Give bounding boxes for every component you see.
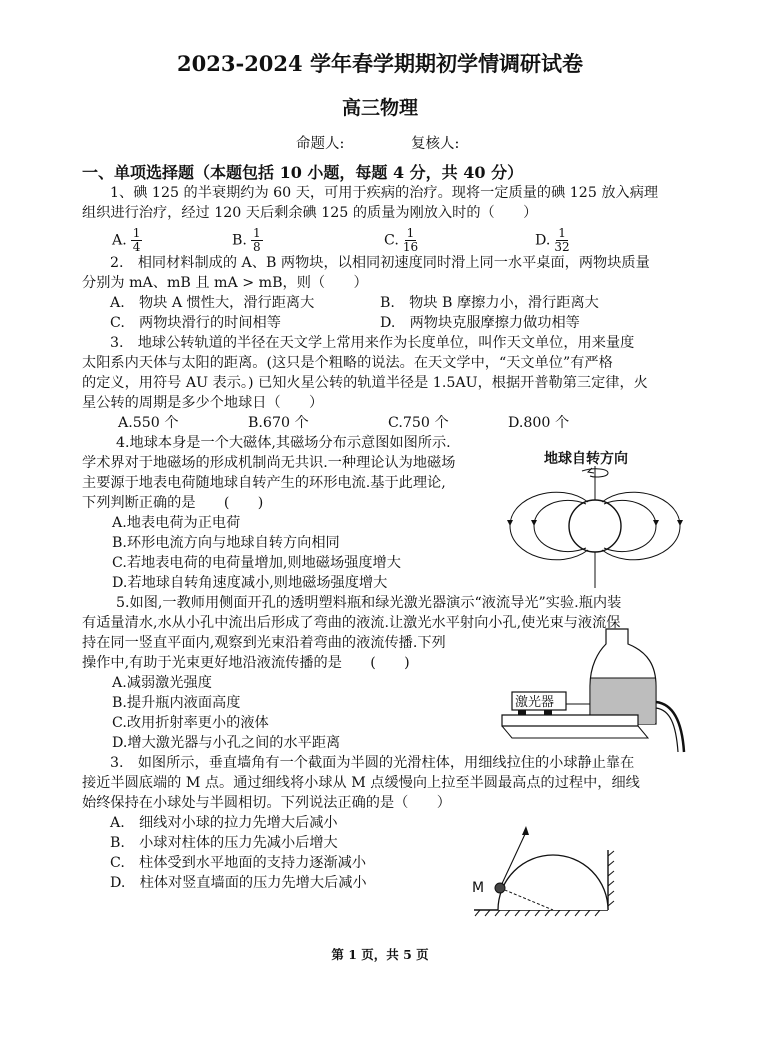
q1-option-c: C. $\frac{1}{16}$ <box>384 226 419 254</box>
q4-figure-label: 地球自转方向 <box>544 451 628 467</box>
q1-option-b: B. $\frac{1}{8}$ <box>232 226 261 254</box>
q2-option-d: D. 两物块克服摩擦力做功相等 <box>380 315 580 331</box>
q6-line1: 3. 如图所示，垂直墙角有一个截面为半圆的光滑柱体，用细线拉住的小球静止靠在 <box>110 755 635 771</box>
q6-line2: 接近半圆底端的 M 点。通过细线将小球从 M 点缓慢向上拉至半圆最高点的过程中，细线 <box>82 775 640 791</box>
q2-option-a: A. 物块 A 惯性大，滑行距离大 <box>110 295 315 311</box>
q6-figure-label: M <box>472 880 485 896</box>
q4-line2: 学术界对于地磁场的形成机制尚无共识.一种理论认为地磁场 <box>82 455 456 471</box>
laser-bottle-figure <box>498 626 688 754</box>
q1-option-a: A. $\frac{1}{4}$ <box>112 226 141 254</box>
q1-line1: 1、碘 125 的半衰期约为 60 天，可用于疾病的治疗。现将一定质量的碘 125 放入病理 <box>110 185 659 201</box>
half-cylinder-figure <box>466 820 631 920</box>
q2-line1: 2. 相同材料制成的 A、B 两物块，以相同初速度同时滑上同一水平桌面，两物块质量 <box>110 255 650 271</box>
reviewer-label: 复核人: <box>411 136 460 152</box>
q4-option-b: B.环形电流方向与地球自转方向相同 <box>112 535 340 551</box>
q5-option-d: D.增大激光器与小孔之间的水平距离 <box>112 735 341 751</box>
author-info <box>296 132 521 153</box>
q2-option-b: B. 物块 B 摩擦力小，滑行距离大 <box>380 295 599 311</box>
q3-option-a: A.550 个 <box>118 415 179 431</box>
ball <box>495 883 505 893</box>
q5-line2: 有适量清水,水从小孔中流出后形成了弯曲的液流.让激光水平射向小孔,使光束与液流保 <box>82 615 621 631</box>
q4-option-c: C.若地表电荷的电荷量增加,则地磁场强度增大 <box>112 555 401 571</box>
q5-line1: 5.如图,一教师用侧面开孔的透明塑料瓶和绿光激光器演示“液流导光”实验.瓶内装 <box>116 595 622 611</box>
arrow-up-icon <box>522 826 529 835</box>
page-footer: 第 1 页，共 5 页 <box>331 947 429 962</box>
setter-label: 命题人: <box>296 136 345 152</box>
table <box>502 715 638 726</box>
q3-line2: 太阳系内天体与太阳的距离。(这只是个粗略的说法。在天文学中，“天文单位”有严格 <box>82 355 613 371</box>
q4-option-d: D.若地球自转角速度减小,则地磁场强度增大 <box>112 575 388 591</box>
q2-option-c: C. 两物块滑行的时间相等 <box>110 315 281 331</box>
q4-line4: 下列判断正确的是 ( ) <box>82 495 264 511</box>
q2-line2: 分别为 mA、mB 且 mA > mB，则（ ） <box>82 275 368 291</box>
geomagnetic-field-figure <box>500 446 690 596</box>
q5-line3: 持在同一竖直平面内,观察到光束沿着弯曲的液流传播.下列 <box>82 635 446 651</box>
q5-option-b: B.提升瓶内液面高度 <box>112 695 241 711</box>
q1-option-d: D. $\frac{1}{32}$ <box>535 226 570 254</box>
earth-circle <box>569 500 621 552</box>
q6-option-b: B. 小球对柱体的压力先减小后增大 <box>110 835 338 851</box>
q3-line4: 星公转的周期是多少个地球日（ ） <box>82 395 324 411</box>
q6-option-a: A. 细线对小球的拉力先增大后减小 <box>110 815 338 831</box>
q5-figure-label: 激光器 <box>515 695 555 710</box>
q4-line3: 主要源于地表电荷随地球自转产生的环形电流.基于此理论, <box>82 475 446 491</box>
q6-option-d: D. 柱体对竖直墙面的压力先增大后减小 <box>110 875 367 891</box>
half-cylinder <box>498 855 608 910</box>
q4-line1: 4.地球本身是一个大磁体,其磁场分布示意图如图所示. <box>116 435 451 451</box>
q3-option-d: D.800 个 <box>508 415 570 431</box>
q5-option-a: A.减弱激光强度 <box>112 675 212 691</box>
exam-subject: 高三物理 <box>341 97 418 119</box>
section-heading: 一、单项选择题（本题包括 10 小题，每题 4 分，共 40 分） <box>82 163 524 182</box>
q4-option-a: A.地表电荷为正电荷 <box>112 515 241 531</box>
q3-option-b: B.670 个 <box>248 415 309 431</box>
q1-line2: 组织进行治疗，经过 120 天后剩余碘 125 的质量为刚放入时的（ ） <box>82 205 538 221</box>
exam-title: 2023-2024 学年春学期期初学情调研试卷 <box>177 51 583 76</box>
q3-line1: 3. 地球公转轨道的半径在天文学上常用来作为长度单位，叫作天文单位，用来量度 <box>110 335 635 351</box>
q6-line3: 始终保持在小球处与半圆相切。下列说法正确的是（ ） <box>82 795 451 811</box>
q6-option-c: C. 柱体受到水平地面的支持力逐渐减小 <box>110 855 367 871</box>
q5-line4: 操作中,有助于光束更好地沿液流传播的是 ( ) <box>82 655 410 671</box>
q3-option-c: C.750 个 <box>388 415 449 431</box>
q5-option-c: C.改用折射率更小的液体 <box>112 715 269 731</box>
q3-line3: 的定义，用符号 AU 表示。) 已知火星公转的轨道半径是 1.5AU，根据开普勒第三定律，火 <box>82 375 648 391</box>
